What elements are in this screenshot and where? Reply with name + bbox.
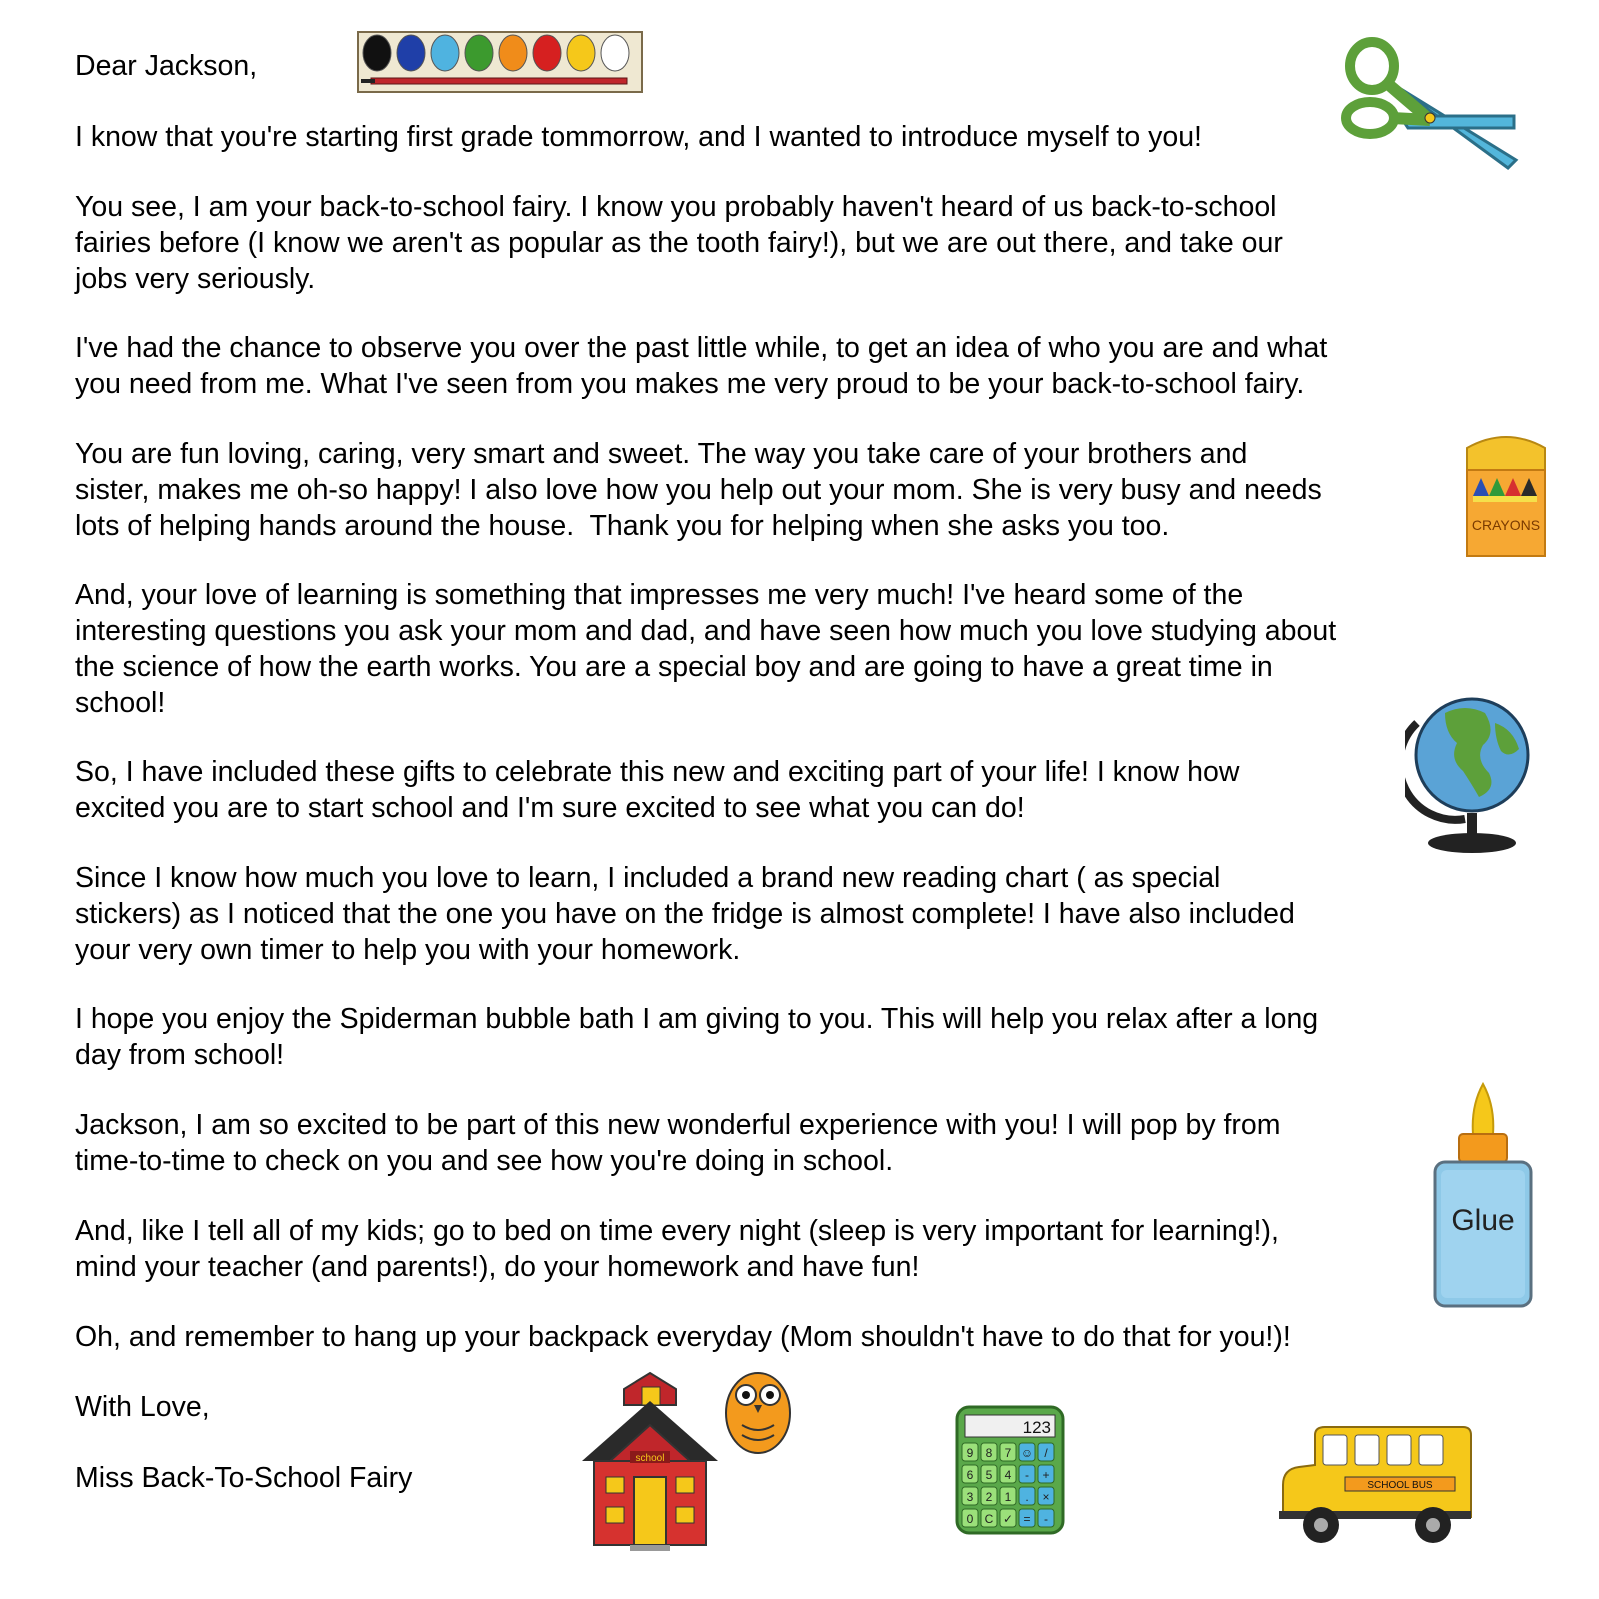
svg-text:6: 6 xyxy=(966,1468,974,1482)
calculator-key xyxy=(1000,1487,1016,1505)
paint-set-icon xyxy=(357,31,643,93)
calculator-key xyxy=(981,1443,997,1461)
calculator-key xyxy=(962,1443,978,1461)
svg-text:-: - xyxy=(1025,1468,1029,1482)
calculator-key xyxy=(1019,1443,1035,1461)
paragraph-8: I hope you enjoy the Spiderman bubble bath I am giving to you. This will help you relax after a long day from school! xyxy=(75,1003,1319,1071)
schoolhouse-icon xyxy=(580,1365,795,1555)
svg-text:2: 2 xyxy=(985,1490,993,1504)
calculator-key xyxy=(1000,1443,1016,1461)
glue-label: Glue xyxy=(1451,1204,1515,1237)
scissors-icon xyxy=(1338,36,1520,176)
calculator-key xyxy=(1038,1487,1054,1505)
svg-text:=: = xyxy=(1023,1512,1031,1526)
paint-pan xyxy=(465,35,493,71)
svg-text:-: - xyxy=(1044,1512,1048,1526)
glue-bottle-icon xyxy=(1431,1082,1535,1310)
crayons-label: CRAYONS xyxy=(1471,517,1541,533)
calculator-key xyxy=(981,1465,997,1483)
paragraph-11: Oh, and remember to hang up your backpack everyday (Mom shouldn't have to do that for you!)! xyxy=(75,1321,1291,1353)
paint-pan xyxy=(499,35,527,71)
closing: With Love, xyxy=(75,1391,210,1423)
calculator-key xyxy=(1000,1509,1016,1527)
svg-text:+: + xyxy=(1042,1468,1050,1482)
paragraph-5: And, your love of learning is something that impresses me very much! I've heard some of the interesting questions you ask your mom and dad, and have seen how much you love studying about the science of how the earth works. You are a special boy and are going to have a great time in school! xyxy=(75,579,1337,719)
paragraph-10: And, like I tell all of my kids; go to bed on time every night (sleep is very important for learning!), mind your teacher (and parents!), do your homework and have fun! xyxy=(75,1215,1279,1283)
paint-pan xyxy=(567,35,595,71)
calculator-key xyxy=(1019,1487,1035,1505)
calculator-key xyxy=(962,1487,978,1505)
svg-text:1: 1 xyxy=(1004,1490,1012,1504)
paragraph-3: I've had the chance to observe you over the past little while, to get an idea of who you are and what you need from me. What I've seen from you makes me very proud to be your back-to-school fairy. xyxy=(75,332,1328,400)
calculator-key xyxy=(1019,1465,1035,1483)
svg-text:9: 9 xyxy=(966,1446,974,1460)
paint-pan xyxy=(533,35,561,71)
svg-text:4: 4 xyxy=(1004,1468,1012,1482)
paragraph-6: So, I have included these gifts to celebrate this new and exciting part of your life! I know how excited you are to start school and I'm sure excited to see what you can do! xyxy=(75,756,1240,824)
globe-icon xyxy=(1405,693,1535,859)
svg-text:7: 7 xyxy=(1004,1446,1012,1460)
calculator-key xyxy=(962,1465,978,1483)
paragraph-2: You see, I am your back-to-school fairy. I know you probably haven't heard of us back-to-school fairies before (I know we aren't as popular as the tooth fairy!), but we are out there, and take our jobs very seriously. xyxy=(75,191,1283,295)
paint-pan xyxy=(431,35,459,71)
paragraph-4: You are fun loving, caring, very smart and sweet. The way you take care of your brothers and sister, makes me oh-so happy! I also love how you help out your mom. She is very busy and needs lots of helping hands around the house. Thank you for helping when she asks you too. xyxy=(75,438,1322,542)
paragraph-9: Jackson, I am so excited to be part of this new wonderful experience with you! I will pop by from time-to-time to check on you and see how you're doing in school. xyxy=(75,1109,1281,1177)
greeting: Dear Jackson, xyxy=(75,50,258,82)
school-sign: school xyxy=(635,1453,665,1464)
svg-text:3: 3 xyxy=(966,1490,974,1504)
calculator-key xyxy=(1038,1509,1054,1527)
signature: Miss Back-To-School Fairy xyxy=(75,1462,413,1494)
paragraph-1: I know that you're starting first grade tommorrow, and I wanted to introduce myself to you! xyxy=(75,121,1202,153)
svg-text:5: 5 xyxy=(985,1468,993,1482)
school-bus-icon xyxy=(1275,1425,1475,1550)
calculator-key xyxy=(1019,1509,1035,1527)
calculator-key xyxy=(1000,1465,1016,1483)
svg-text:/: / xyxy=(1044,1446,1048,1460)
svg-text:×: × xyxy=(1042,1490,1050,1504)
svg-text:☺: ☺ xyxy=(1020,1446,1034,1460)
calculator-key xyxy=(1038,1443,1054,1461)
svg-text:0: 0 xyxy=(966,1512,974,1526)
calculator-key xyxy=(981,1487,997,1505)
bus-label: SCHOOL BUS xyxy=(1367,1480,1433,1491)
svg-text:8: 8 xyxy=(985,1446,993,1460)
svg-text:✓: ✓ xyxy=(1002,1512,1014,1526)
paint-pan xyxy=(363,35,391,71)
paint-pan xyxy=(601,35,629,71)
paint-pan xyxy=(397,35,425,71)
svg-text:.: . xyxy=(1025,1490,1029,1504)
calculator-icon xyxy=(955,1405,1065,1535)
paragraph-7: Since I know how much you love to learn, I included a brand new reading chart ( as special stickers) as I noticed that the one you have on the fridge is almost complete! I have also included your very own timer to help you with your homework. xyxy=(75,862,1295,966)
crayons-box-icon xyxy=(1463,430,1549,560)
calculator-key xyxy=(962,1509,978,1527)
calculator-key xyxy=(1038,1465,1054,1483)
calculator-key xyxy=(981,1509,997,1527)
svg-text:C: C xyxy=(984,1512,994,1526)
calculator-display: 123 xyxy=(1022,1418,1051,1437)
